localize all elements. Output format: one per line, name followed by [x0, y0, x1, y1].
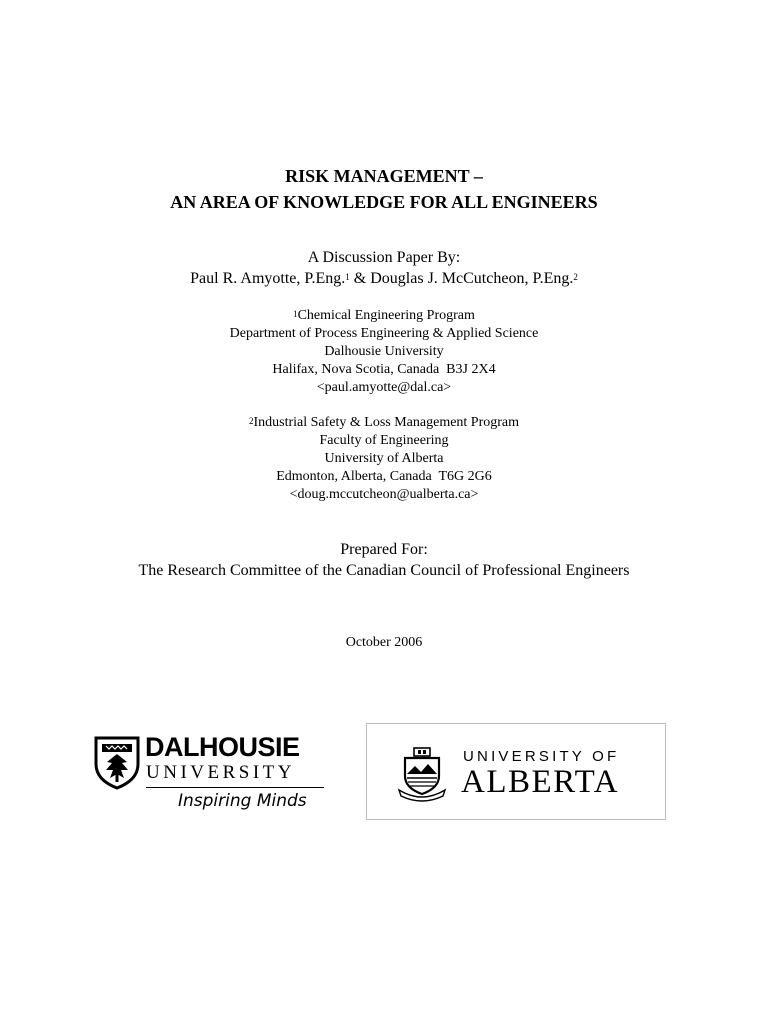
alberta-crest-icon: [397, 746, 447, 802]
author-1: Paul R. Amyotte, P.Eng.: [190, 270, 346, 287]
affiliation-2-address: Edmonton, Alberta, Canada T6G 2G6: [276, 469, 492, 484]
affiliation-2-program-text: Industrial Safety & Loss Management Program: [253, 415, 520, 430]
affiliation-2-email: <doug.mccutcheon@ualberta.ca>: [289, 487, 479, 502]
byline-authors: [0, 268, 768, 290]
prepared-for-label: Prepared For:: [340, 541, 428, 558]
dalhousie-tagline: Inspiring Minds: [178, 791, 307, 811]
author-2: Douglas J. McCutcheon, P.Eng.: [370, 270, 574, 287]
author-2-mark: 2: [573, 272, 578, 282]
affiliation-1-program-text: Chemical Engineering Program: [297, 308, 475, 323]
alberta-university-of: UNIVERSITY OF: [463, 748, 620, 765]
dalhousie-rule: [146, 787, 324, 788]
alberta-name: ALBERTA: [461, 764, 620, 800]
affiliation-1-mark: 1: [293, 309, 298, 319]
author-joiner: &: [349, 270, 371, 287]
affiliation-1-email: <paul.amyotte@dal.ca>: [316, 380, 452, 395]
author-1-mark: 1: [345, 272, 350, 282]
byline-intro: A Discussion Paper By:: [307, 249, 461, 266]
title-line-1: RISK MANAGEMENT –: [285, 166, 483, 186]
affiliation-1-address: Halifax, Nova Scotia, Canada B3J 2X4: [272, 362, 496, 377]
affiliation-2-program: [0, 414, 768, 432]
alberta-logo: [366, 723, 666, 820]
title-line-2: AN AREA OF KNOWLEDGE FOR ALL ENGINEERS: [170, 192, 598, 212]
prepared-for-recipient: The Research Committee of the Canadian Council of Professional Engineers: [138, 562, 630, 579]
dalhousie-university: UNIVERSITY: [146, 762, 295, 783]
affiliation-1-department: Department of Process Engineering & Applied Science: [229, 326, 539, 341]
document-date: October 2006: [345, 635, 423, 650]
dalhousie-logo: [94, 734, 330, 814]
affiliation-2-faculty: Faculty of Engineering: [319, 433, 449, 448]
affiliation-1-program: [0, 307, 768, 325]
dalhousie-name: DALHOUSIE: [145, 732, 300, 762]
affiliation-2-mark: 2: [248, 416, 254, 426]
dalhousie-shield-icon: [94, 736, 140, 790]
affiliation-2-university: University of Alberta: [324, 451, 444, 466]
affiliation-1-university: Dalhousie University: [324, 344, 444, 359]
